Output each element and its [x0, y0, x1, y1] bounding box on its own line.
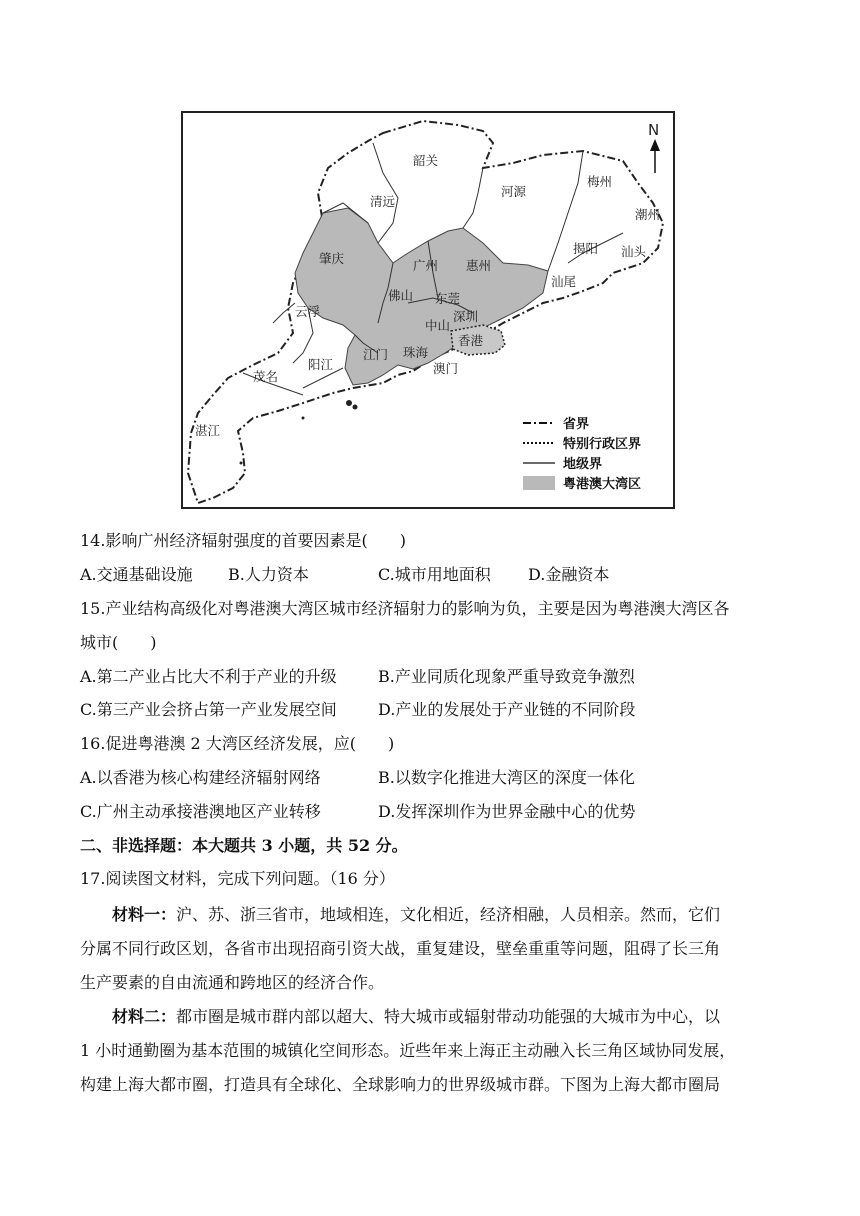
- q16-option-b: B.以数字化推进大湾区的深度一体化: [378, 768, 635, 787]
- legend-prefecture: 地级界: [563, 457, 603, 472]
- q15-stem-line2: 城市( ): [80, 633, 157, 652]
- city-shanwei: 汕尾: [551, 274, 577, 289]
- city-foshan: 佛山: [388, 288, 414, 303]
- q14-option-d: D.金融资本: [528, 565, 610, 584]
- city-meizhou: 梅州: [587, 174, 613, 189]
- islands: [240, 400, 358, 465]
- q15-option-d: D.产业的发展处于产业链的不同阶段: [378, 700, 636, 719]
- city-guangzhou: 广州: [413, 258, 439, 273]
- material1-line2: 分属不同行政区划，各省市出现招商引资大战，重复建设，壁垒重重等问题，阻碍了长三角: [80, 939, 721, 958]
- q17-stem: 17.阅读图文材料，完成下列问题。（16 分）: [80, 869, 395, 888]
- q14-option-b: B.人力资本: [228, 565, 309, 584]
- city-chaozhou: 潮州: [635, 207, 661, 222]
- section2-heading: 二、非选择题：本大题共 3 小题，共 52 分。: [80, 836, 408, 855]
- city-zhuhai: 珠海: [403, 345, 429, 360]
- city-hongkong: 香港: [458, 333, 484, 348]
- city-zhaoqing: 肇庆: [319, 251, 345, 266]
- legend-province: 省界: [563, 417, 590, 432]
- q14-option-c: C.城市用地面积: [378, 565, 491, 584]
- q14-stem: 14.影响广州经济辐射强度的首要因素是( ): [80, 531, 406, 550]
- city-huizhou: 惠州: [466, 258, 492, 273]
- city-dongguan: 东莞: [435, 291, 461, 306]
- city-yangjiang: 阳江: [308, 357, 334, 372]
- city-yunfu: 云浮: [295, 304, 321, 319]
- legend-bay-area: 粤港澳大湾区: [563, 477, 642, 492]
- q15-option-c: C.第三产业会挤占第一产业发展空间: [80, 700, 337, 719]
- material2-label: 材料二：: [112, 1007, 177, 1026]
- q15-option-b: B.产业同质化现象严重导致竞争激烈: [378, 667, 635, 686]
- city-qingyuan: 清远: [370, 194, 396, 209]
- q15-stem-line1: 15.产业结构高级化对粤港澳大湾区城市经济辐射力的影响为负，主要是因为粤港澳大湾区各: [80, 599, 730, 618]
- guangdong-map: [181, 111, 675, 509]
- material2-line1: [80, 1007, 812, 1027]
- city-shenzhen: 深圳: [453, 309, 479, 324]
- city-shantou: 汕头: [621, 244, 647, 259]
- city-shaoguan: 韶关: [413, 153, 439, 168]
- map-svg: [183, 113, 675, 509]
- material1-line3: 生产要素的自由流通和跨地区的经济合作。: [80, 973, 385, 992]
- city-zhongshan: 中山: [425, 318, 451, 333]
- city-jieyang: 揭阳: [573, 241, 599, 256]
- q16-stem: 16.促进粤港澳 2 大湾区经济发展，应( ): [80, 734, 395, 753]
- legend-sar: 特别行政区界: [563, 437, 642, 452]
- material1-line1: [80, 905, 812, 925]
- q16-option-c: C.广州主动承接港澳地区产业转移: [80, 802, 321, 821]
- city-jiangmen: 江门: [363, 347, 389, 362]
- material2-text1: 都市圈是城市群内部以超大、特大城市或辐射带动功能强的大城市为中心，以: [176, 1007, 721, 1026]
- material2-line2: 1 小时通勤圈为基本范围的城镇化空间形态。近些年来上海正主动融入长三角区域协同发展，: [80, 1041, 736, 1060]
- city-zhanjiang: 湛江: [195, 423, 221, 438]
- q14-option-a: A.交通基础设施: [80, 565, 193, 584]
- q16-option-a: A.以香港为核心构建经济辐射网络: [80, 768, 321, 787]
- city-macao: 澳门: [433, 361, 459, 376]
- map-legend: [523, 416, 641, 492]
- city-maoming: 茂名: [253, 369, 279, 384]
- material1-text1: 沪、苏、浙三省市，地域相连，文化相近，经济相融，人员相亲。然而，它们: [176, 905, 721, 924]
- material1-label: 材料一：: [112, 905, 177, 924]
- north-label: N: [648, 121, 660, 139]
- north-arrow: [650, 139, 660, 173]
- city-heyuan: 河源: [501, 184, 527, 199]
- material2-line3: 构建上海大都市圈，打造具有全球化、全球影响力的世界级城市群。下图为上海大都市圈局: [80, 1075, 721, 1094]
- q16-option-d: D.发挥深圳作为世界金融中心的优势: [378, 802, 636, 821]
- q15-option-a: A.第二产业占比大不利于产业的升级: [80, 667, 337, 686]
